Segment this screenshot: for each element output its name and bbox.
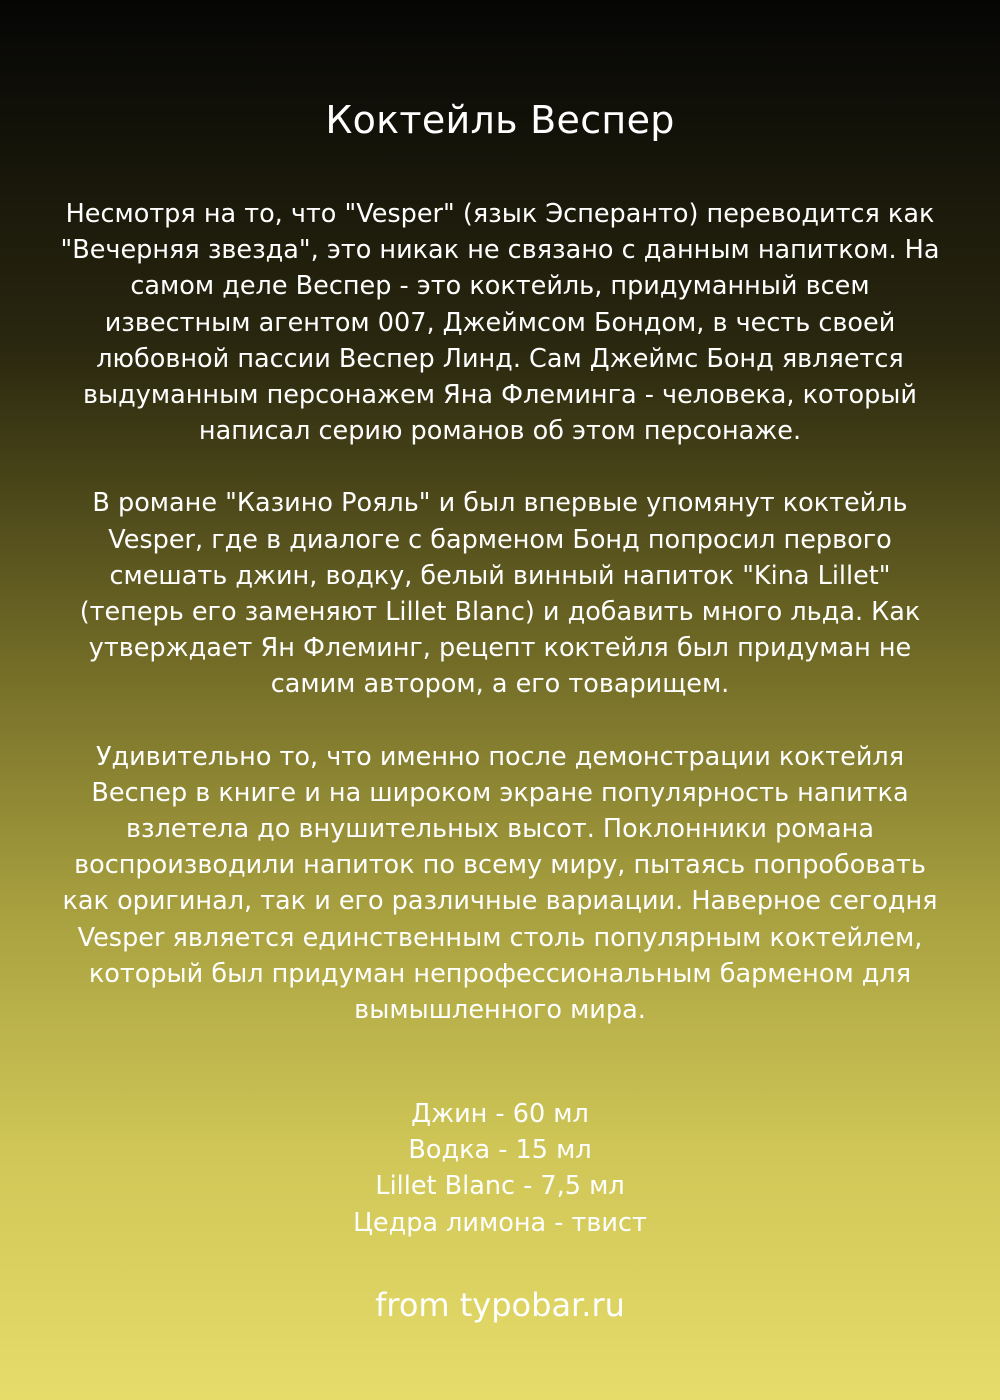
paragraph-popularity: Удивительно то, что именно после демонстрации коктейля Веспер в книге и на широком экране популярность напитка взлетела до внушительных высот. Поклонники романа воспроизводили напиток по всему миру, пытаясь попробовать как оригинал, так и его различные вариации. Наверное сегодня Vesper является единственным столь популярным коктейлем, который был придуман непрофессиональным барменом для вымышленного мира. xyxy=(62,741,938,1026)
article-body xyxy=(60,196,940,1064)
ingredient-vodka: Водка - 15 мл xyxy=(408,1135,592,1166)
ingredient-lemon-zest: Цедра лимона - твист xyxy=(353,1207,647,1238)
source-credit: from typobar.ru xyxy=(375,1286,625,1324)
paragraph-casino-royale: В романе "Казино Рояль" и был впервые упомянут коктейль Vesper, где в диалоге с барменом Бонд попросил первого смешать джин, водку, белый винный напиток "Kina Lillet" (теперь его заменяют Lillet Blanc) и добавить много льда. Как утверждает Ян Флеминг, рецепт коктейля был придуман не самим автором, а его товарищем. xyxy=(79,488,921,700)
ingredient-lillet: Lillet Blanc - 7,5 мл xyxy=(375,1171,625,1202)
ingredient-gin: Джин - 60 мл xyxy=(411,1099,589,1129)
paragraph-history: Несмотря на то, что "Vesper" (язык Эсперанто) переводится как "Вечерняя звезда", это никак не связано с данным напитком. На самом деле Веспер - это коктейль, придуманный всем известным агентом 007, Джеймсом Бондом, в честь своей любовной пассии Веспер Линд. Сам Джеймс Бонд является выдуманным персонажем Яна Флеминга - человека, который написал серию романов об этом персонаже. xyxy=(60,199,940,447)
page-title: Коктейль Веспер xyxy=(325,98,675,142)
ingredient-list xyxy=(0,1096,1000,1241)
